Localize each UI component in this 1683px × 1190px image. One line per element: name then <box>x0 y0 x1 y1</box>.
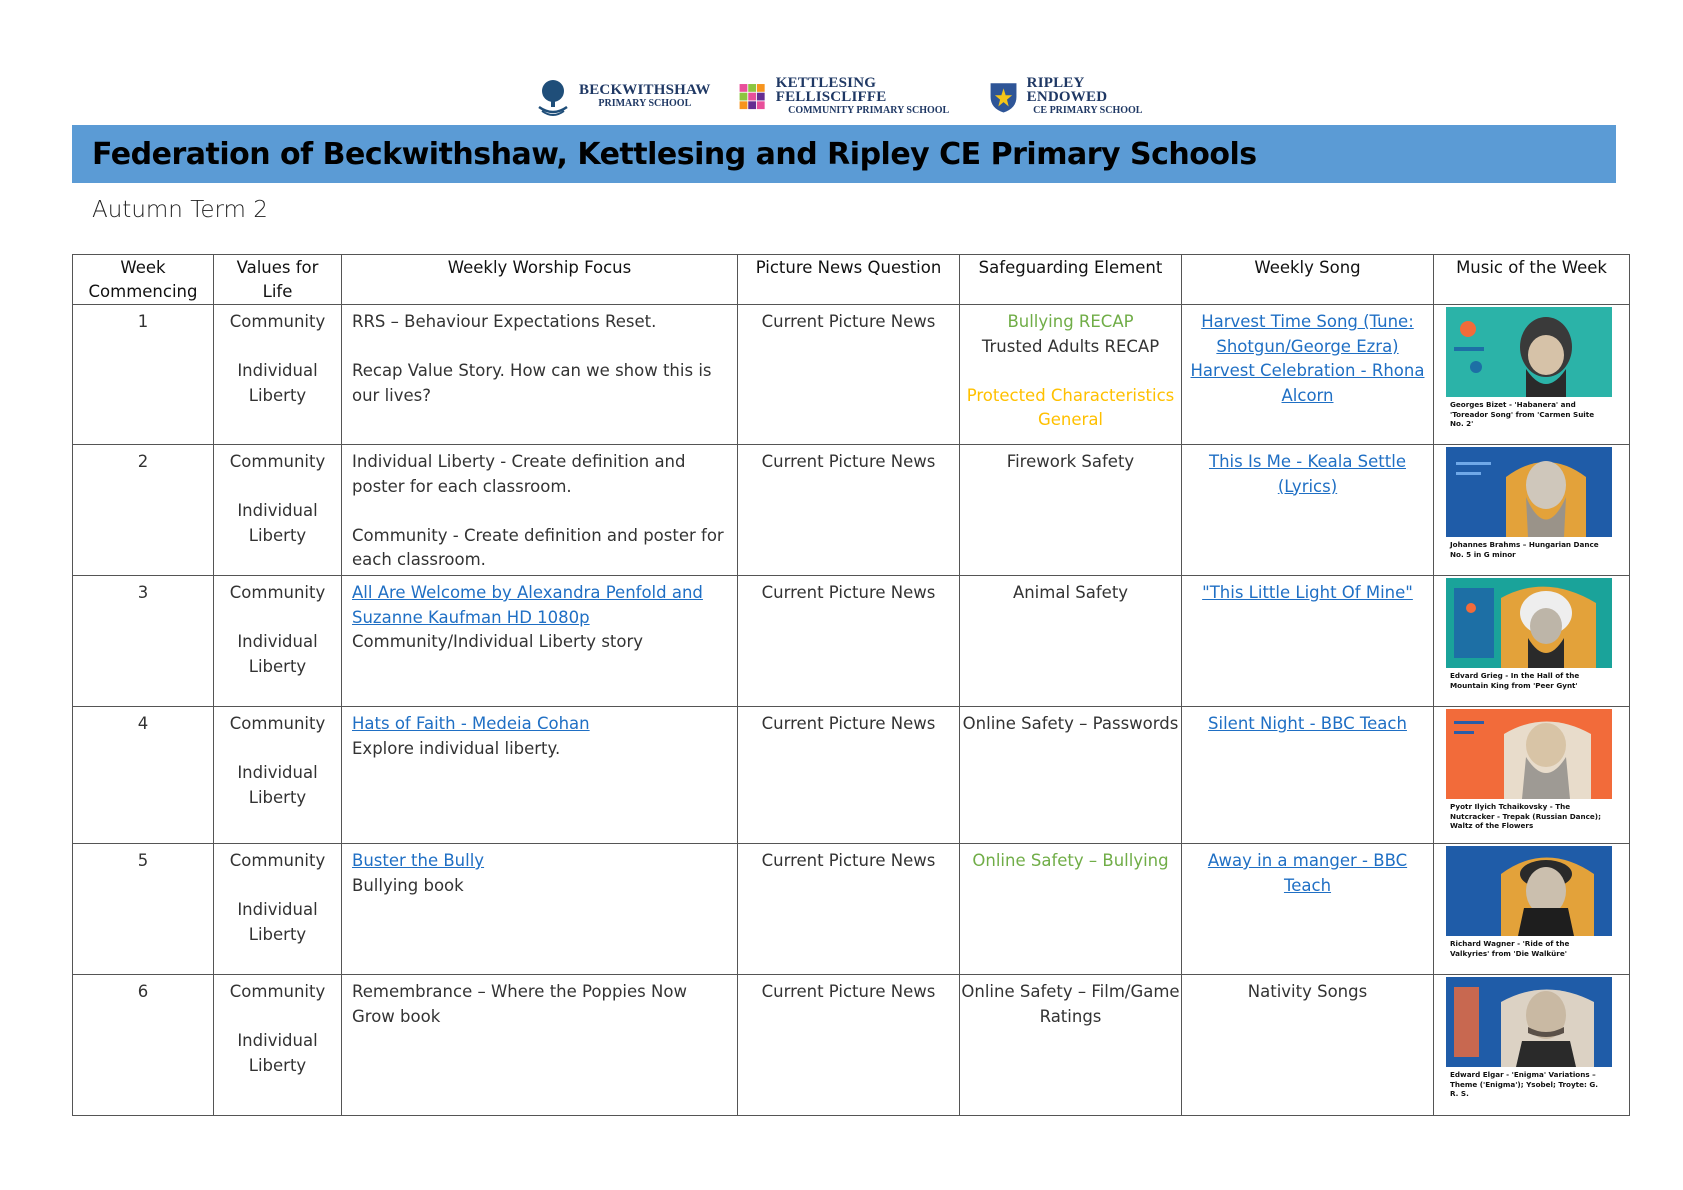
week-cell: 1 <box>73 305 214 445</box>
header-music: Music of the Week <box>1434 255 1630 305</box>
safeguarding-cell: Online Safety – Bullying <box>960 844 1182 975</box>
table-header-row <box>73 255 1630 305</box>
composer-portrait-image <box>1446 977 1612 1067</box>
table-row <box>73 445 1630 576</box>
table-row <box>73 707 1630 844</box>
music-cell <box>1434 844 1630 975</box>
news-cell: Current Picture News <box>738 305 960 445</box>
values-cell: Community Individual Liberty <box>214 445 342 576</box>
header-values: Values for Life <box>214 255 342 305</box>
values-cell: Community Individual Liberty <box>214 975 342 1116</box>
title-banner <box>72 125 1616 183</box>
worship-link[interactable]: Hats of Faith - Medeia Cohan <box>352 714 590 733</box>
page-title: Federation of Beckwithshaw, Kettlesing and Ripley CE Primary Schools <box>92 137 1257 172</box>
worship-cell: All Are Welcome by Alexandra Penfold and Suzanne Kaufman HD 1080p Community/Individual Liberty story <box>342 576 738 707</box>
song-link[interactable]: Harvest Celebration - Rhona Alcorn <box>1190 361 1425 405</box>
song-cell <box>1182 305 1434 445</box>
song-cell <box>1182 844 1434 975</box>
term-heading: Autumn Term 2 <box>92 197 268 223</box>
composer-caption: Edward Elgar - 'Enigma' Variations – Theme ('Enigma'); Ysobel; Troyte: G. R. S. <box>1450 1070 1598 1098</box>
composer-poster <box>1446 846 1612 974</box>
table-row <box>73 576 1630 707</box>
composer-poster <box>1446 447 1612 575</box>
worship-plan-table <box>72 254 1630 1116</box>
song-link[interactable]: Harvest Time Song (Tune: Shotgun/George Ezra) <box>1201 312 1414 356</box>
composer-poster <box>1446 307 1612 435</box>
news-cell: Current Picture News <box>738 975 960 1116</box>
song-link[interactable]: Away in a manger - BBC Teach <box>1207 851 1408 895</box>
music-cell <box>1434 576 1630 707</box>
header-safeguarding: Safeguarding Element <box>960 255 1182 305</box>
week-cell: 5 <box>73 844 214 975</box>
logo-line2: CE PRIMARY SCHOOL <box>1033 105 1143 116</box>
logo-line2: COMMUNITY PRIMARY SCHOOL <box>788 105 950 116</box>
school-logos <box>535 72 1175 122</box>
worship-cell: RRS – Behaviour Expectations Reset. Recap Value Story. How can we show this is our lives? <box>342 305 738 445</box>
logo-line1: RIPLEY ENDOWED <box>1026 75 1108 105</box>
composer-portrait-image <box>1446 846 1612 936</box>
news-cell: Current Picture News <box>738 707 960 844</box>
values-cell: Community Individual Liberty <box>214 707 342 844</box>
worship-cell: Hats of Faith - Medeia Cohan Explore individual liberty. <box>342 707 738 844</box>
safeguarding-cell: Firework Safety <box>960 445 1182 576</box>
composer-caption: Richard Wagner - 'Ride of the Valkyries' from 'Die Walküre' <box>1450 939 1570 958</box>
kettlesing-logo <box>737 76 962 118</box>
composer-caption: Edvard Grieg - In the Hall of the Mountain King from 'Peer Gynt' <box>1450 671 1580 690</box>
song-link[interactable]: This Is Me - Keala Settle (Lyrics) <box>1208 452 1406 496</box>
header-week: Week Commencing <box>73 255 214 305</box>
composer-poster <box>1446 977 1612 1105</box>
composer-portrait-image <box>1446 447 1612 537</box>
song-link[interactable]: "This Little Light Of Mine" <box>1202 583 1413 602</box>
composer-caption: Pyotr Ilyich Tchaikovsky - The Nutcracker - Trepak (Russian Dance); Waltz of the Flowers <box>1450 802 1601 830</box>
logo-line2: PRIMARY SCHOOL <box>598 98 692 109</box>
worship-link[interactable]: Buster the Bully <box>352 851 485 870</box>
composer-portrait-image <box>1446 578 1612 668</box>
safeguarding-cell: Online Safety – Film/Game Ratings <box>960 975 1182 1116</box>
news-cell: Current Picture News <box>738 445 960 576</box>
safeguarding-cell: Online Safety – Passwords <box>960 707 1182 844</box>
logo-line1: KETTLESING FELLISCLIFFE <box>775 75 887 105</box>
week-cell: 4 <box>73 707 214 844</box>
composer-caption: Georges Bizet - 'Habanera' and 'Toreador Song' from 'Carmen Suite No. 2' <box>1450 400 1595 428</box>
header-worship: Weekly Worship Focus <box>342 255 738 305</box>
table-row <box>73 844 1630 975</box>
song-cell: Nativity Songs <box>1182 975 1434 1116</box>
table-row <box>73 305 1630 445</box>
values-cell: Community Individual Liberty <box>214 576 342 707</box>
music-cell <box>1434 707 1630 844</box>
tree-crest-icon <box>535 77 571 117</box>
composer-poster <box>1446 709 1612 837</box>
values-cell: Community Individual Liberty <box>214 844 342 975</box>
song-cell <box>1182 576 1434 707</box>
worship-cell: Remembrance – Where the Poppies Now Grow book <box>342 975 738 1116</box>
song-link[interactable]: Silent Night - BBC Teach <box>1208 714 1407 733</box>
composer-caption: Johannes Brahms – Hungarian Dance No. 5 in G minor <box>1450 540 1599 559</box>
worship-cell: Buster the Bully Bullying book <box>342 844 738 975</box>
composer-portrait-image <box>1446 307 1612 397</box>
ripley-logo <box>988 76 1149 118</box>
music-cell <box>1434 445 1630 576</box>
week-cell: 6 <box>73 975 214 1116</box>
header-song: Weekly Song <box>1182 255 1434 305</box>
header-news: Picture News Question <box>738 255 960 305</box>
music-cell <box>1434 975 1630 1116</box>
worship-link[interactable]: All Are Welcome by Alexandra Penfold and Suzanne Kaufman HD 1080p <box>352 583 703 627</box>
logo-line1: BECKWITHSHAW <box>579 82 711 98</box>
week-cell: 2 <box>73 445 214 576</box>
beckwithshaw-logo <box>535 77 711 117</box>
composer-poster <box>1446 578 1612 706</box>
composer-portrait-image <box>1446 709 1612 799</box>
star-shield-icon <box>988 77 1019 117</box>
table-row <box>73 975 1630 1116</box>
safeguarding-cell: Bullying RECAP Trusted Adults RECAP Protected Characteristics General <box>960 305 1182 445</box>
values-cell: Community Individual Liberty <box>214 305 342 445</box>
news-cell: Current Picture News <box>738 576 960 707</box>
news-cell: Current Picture News <box>738 844 960 975</box>
music-cell <box>1434 305 1630 445</box>
jigsaw-people-icon <box>737 77 768 117</box>
worship-cell: Individual Liberty - Create definition and poster for each classroom. Community - Create definition and poster for each classroom. <box>342 445 738 576</box>
song-cell <box>1182 445 1434 576</box>
week-cell: 3 <box>73 576 214 707</box>
safeguarding-cell: Animal Safety <box>960 576 1182 707</box>
song-cell <box>1182 707 1434 844</box>
